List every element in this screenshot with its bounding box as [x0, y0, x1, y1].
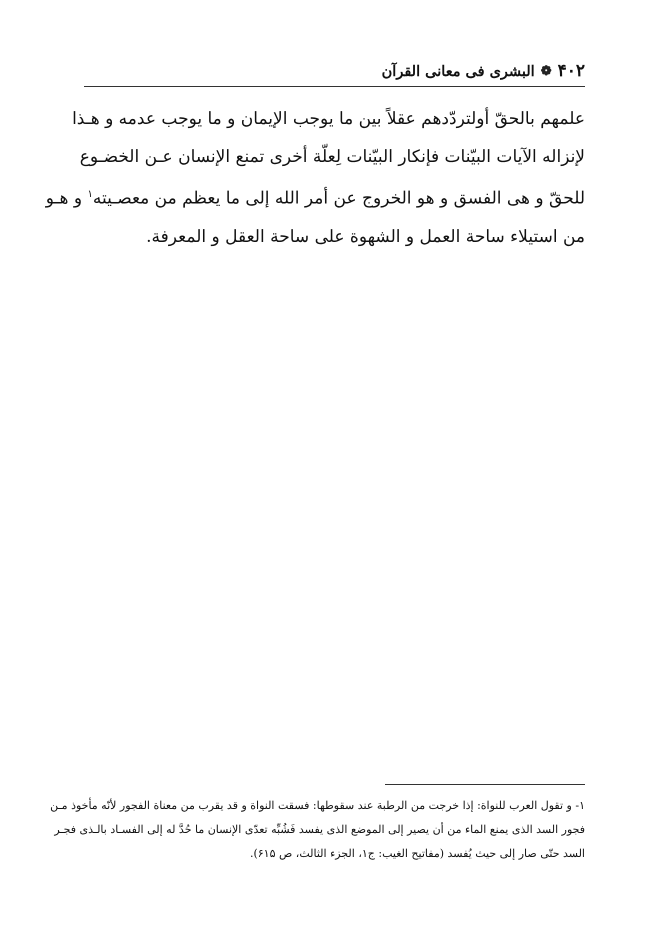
- footnote-line: ۱- و تقول العرب للنواة: إذا خرجت من الرطبة عند سقوطها: فسقت النواة و قد يقرب من معناة الفجور لأنّه مأخوذ مـن: [50, 799, 585, 812]
- footnote-reference[interactable]: ۱: [87, 189, 93, 200]
- body-line: من استيلاء ساحة العمل و الشهوة على ساحة العقل و المعرفة.: [146, 226, 585, 247]
- body-line-tail: و هـو: [45, 188, 88, 209]
- footnote-rule: [385, 784, 585, 785]
- page-number: ۴۰۲: [557, 61, 585, 81]
- body-line-text: للحقّ و هى الفسق و هو الخروج عن أمر الله إلى ما يعظم من معصـيته: [92, 188, 585, 209]
- footnote-line: فجور السد الذى يمنع الماء من أن يصير إلى الموضع الذى يفسد فَشُبِّه تعدّى الإنسان ما حُدَّ له إلى الفسـاد بالـذى فجـر: [54, 823, 585, 836]
- footnotes: [50, 794, 585, 866]
- running-title: البشرى فى معانى القرآن: [381, 62, 535, 80]
- flower-ornament-icon: ❁: [540, 63, 552, 79]
- body-paragraph: [45, 100, 585, 256]
- body-line: لإنزاله الآيات البيّنات فإنكار البيّنات لِعلّة أخرى تمنع الإنسان عـن الخضـوع: [79, 147, 585, 167]
- body-line: [45, 176, 585, 218]
- footnote-line: السد حتّى صار إلى حيث يُفسد (مفاتيح الغيب: ج۱، الجزء الثالث، ص ۶۱۵).: [249, 847, 585, 860]
- running-header: [84, 58, 585, 84]
- body-line: علمهم بالحقّ أولتردّدهم عقلاً بين ما يوجب الإيمان و ما يوجب عدمه و هـذا: [72, 109, 585, 129]
- header-rule: [84, 86, 585, 87]
